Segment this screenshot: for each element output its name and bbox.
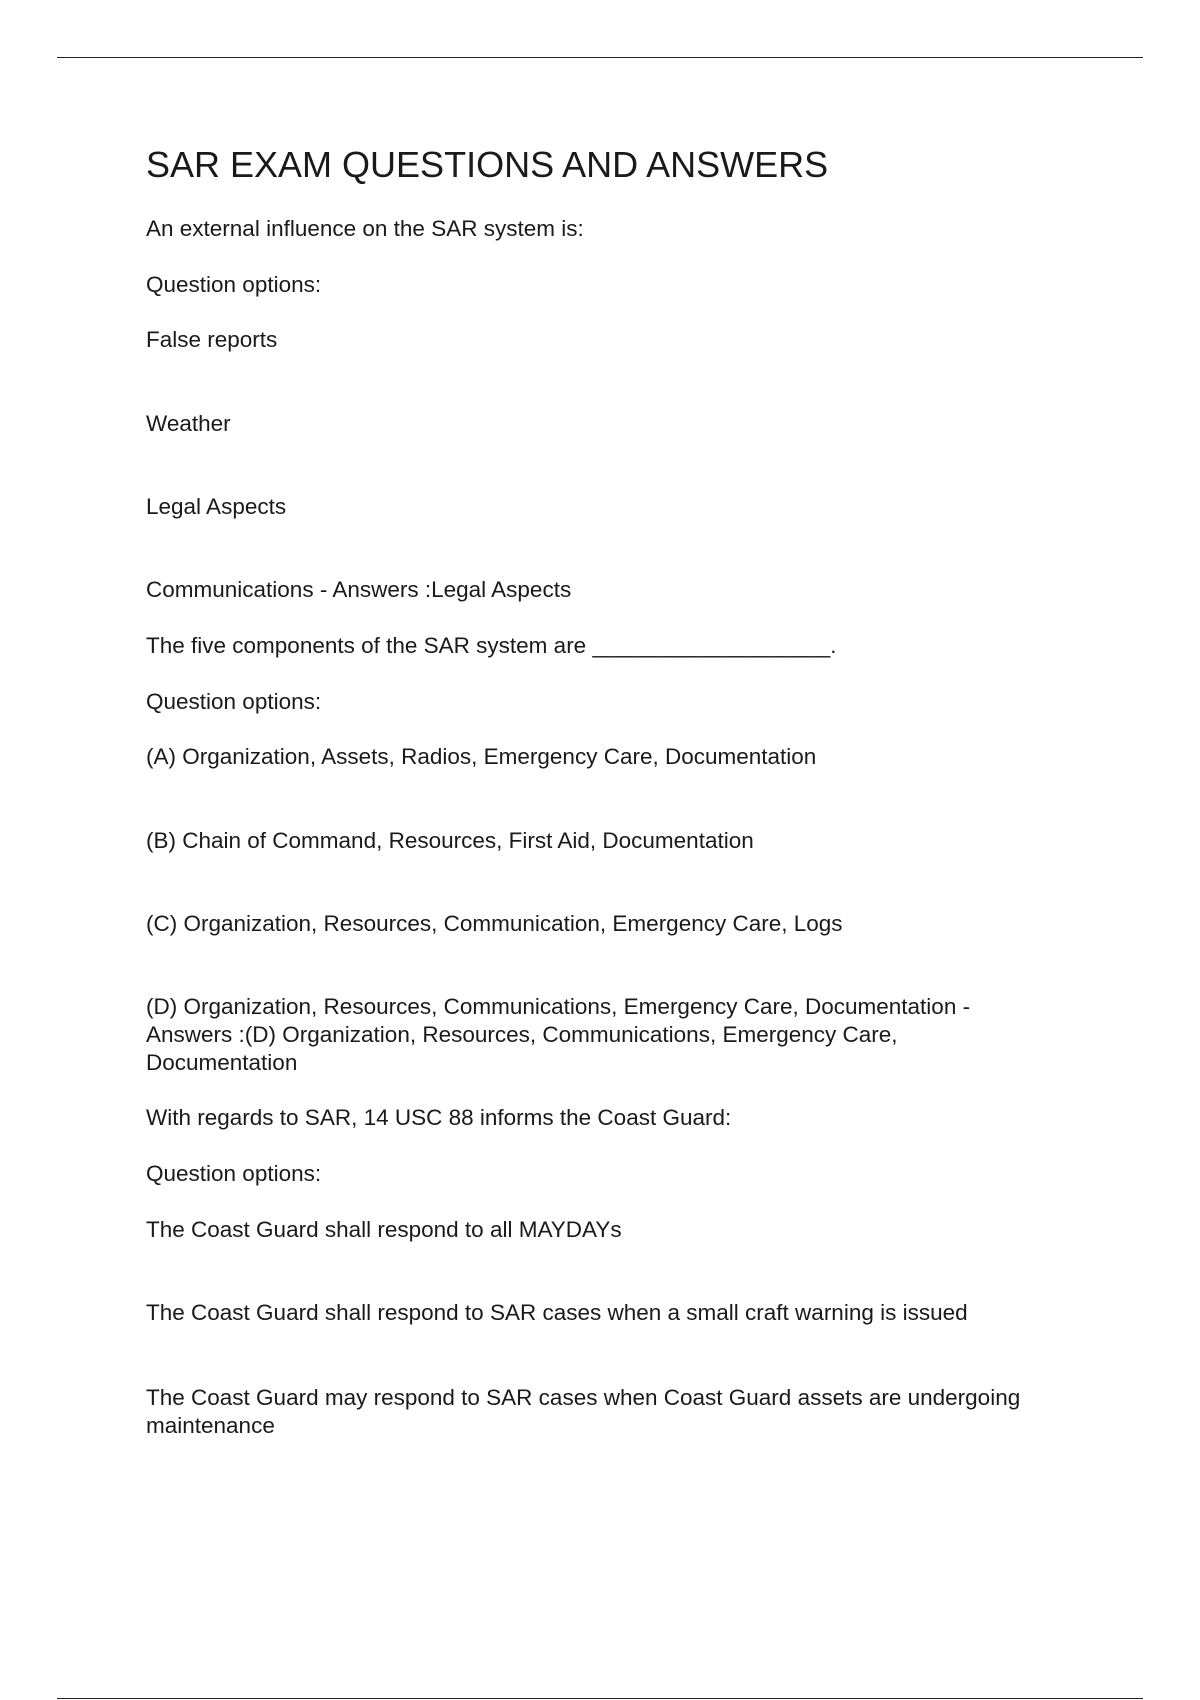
question-3-option-3-line-1: The Coast Guard may respond to SAR cases when Coast Guard assets are undergoing: [146, 1385, 1021, 1410]
page-title: SAR EXAM QUESTIONS AND ANSWERS: [146, 144, 829, 185]
question-1-options-label: Question options:: [146, 272, 322, 297]
question-2-options-label: Question options:: [146, 689, 322, 714]
top-rule: [57, 57, 1143, 58]
question-1-option-3: Legal Aspects: [146, 494, 287, 519]
question-2-text: The five components of the SAR system are ___________________.: [146, 633, 837, 658]
question-2-option-c: (C) Organization, Resources, Communication, Emergency Care, Logs: [146, 911, 843, 936]
bottom-rule: [57, 1698, 1143, 1699]
question-2-option-d-line-1: (D) Organization, Resources, Communications, Emergency Care, Documentation -: [146, 994, 971, 1019]
question-1-option-2: Weather: [146, 411, 231, 436]
question-2-option-a: (A) Organization, Assets, Radios, Emergency Care, Documentation: [146, 744, 817, 769]
question-3-option-2: The Coast Guard shall respond to SAR cases when a small craft warning is issued: [146, 1300, 968, 1325]
question-1-option-4-answer: Communications - Answers :Legal Aspects: [146, 577, 572, 602]
question-2-option-b: (B) Chain of Command, Resources, First Aid, Documentation: [146, 828, 754, 853]
question-3-option-3-line-2: maintenance: [146, 1413, 275, 1438]
question-2-option-d-line-2: Answers :(D) Organization, Resources, Communications, Emergency Care,: [146, 1022, 898, 1047]
question-3-option-1: The Coast Guard shall respond to all MAYDAYs: [146, 1217, 622, 1242]
question-1-text: An external influence on the SAR system is:: [146, 216, 584, 241]
question-1-option-1: False reports: [146, 327, 278, 352]
question-3-text: With regards to SAR, 14 USC 88 informs the Coast Guard:: [146, 1105, 732, 1130]
question-2-option-d-line-3: Documentation: [146, 1050, 298, 1075]
question-3-options-label: Question options:: [146, 1161, 322, 1186]
